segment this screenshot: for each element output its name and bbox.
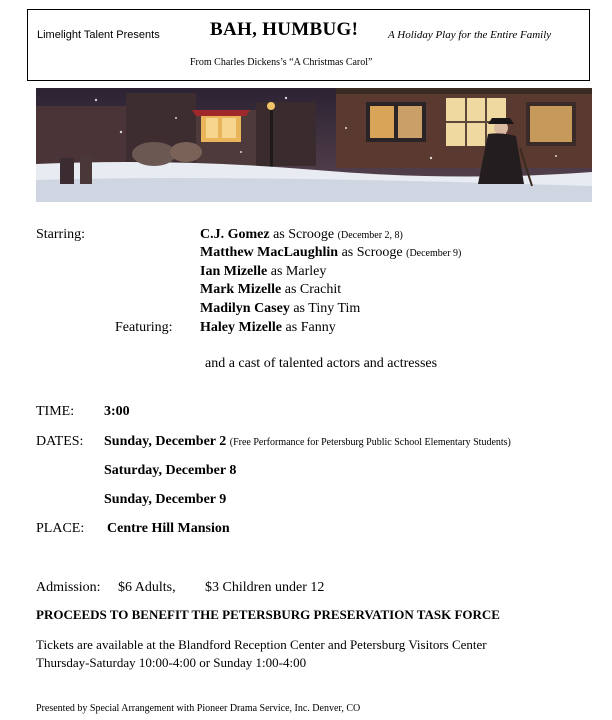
- featured-member: [200, 320, 336, 336]
- presenter-text: Limelight Talent Presents: [37, 29, 160, 41]
- cast-extra-text: and a cast of talented actors and actresses: [205, 356, 438, 371]
- date-item-3: Sunday, December 9: [104, 492, 227, 507]
- cast-note: (December 9): [406, 248, 462, 259]
- cast-member-4: [200, 282, 341, 298]
- christmas-street-illustration: [36, 88, 592, 202]
- footer-text: Presented by Special Arrangement with Pioneer Drama Service, Inc. Denver, CO: [36, 703, 361, 714]
- date-item-2: Saturday, December 8: [104, 463, 237, 478]
- cast-name: Mark Mizelle: [200, 282, 282, 297]
- cast-name: Matthew MacLaughlin: [200, 245, 339, 260]
- admission-children: $3 Children under 12: [205, 580, 325, 595]
- cast-role: as Scrooge: [273, 227, 335, 242]
- date-note: (Free Performance for Petersburg Public School Elementary Students): [229, 437, 511, 448]
- tickets-line-1: Tickets are available at the Blandford Reception Center and Petersburg Visitors Center: [36, 637, 487, 652]
- cast-role: as Fanny: [285, 320, 336, 335]
- play-title: BAH, HUMBUG!: [210, 19, 359, 40]
- cast-role: as Crachit: [284, 282, 342, 297]
- cast-name: Madilyn Casey: [200, 301, 290, 316]
- dates-label: DATES:: [36, 434, 84, 449]
- cast-member-3: [200, 264, 326, 280]
- cast-member-2: [200, 245, 461, 261]
- admission-adults: $6 Adults,: [118, 580, 176, 595]
- cast-name: Ian Mizelle: [200, 264, 268, 279]
- cast-name: Haley Mizelle: [200, 320, 283, 335]
- place-value: Centre Hill Mansion: [107, 521, 230, 536]
- header-box: [27, 9, 590, 81]
- cast-member-5: [200, 301, 360, 317]
- cast-role: as Marley: [270, 264, 327, 279]
- cast-role: as Scrooge: [341, 245, 403, 260]
- time-value: 3:00: [104, 404, 130, 419]
- featuring-label: Featuring:: [115, 320, 173, 335]
- tickets-line-2: Thursday-Saturday 10:00-4:00 or Sunday 1:00-4:00: [36, 655, 307, 670]
- starring-label: Starring:: [36, 227, 85, 242]
- admission-label: Admission:: [36, 580, 101, 595]
- date-item-1: [104, 434, 511, 450]
- place-label: PLACE:: [36, 521, 85, 536]
- cast-name: C.J. Gomez: [200, 227, 270, 242]
- cast-role: as Tiny Tim: [293, 301, 361, 316]
- street-scene-picture: [36, 88, 592, 202]
- time-label: TIME:: [36, 404, 75, 419]
- play-subtitle: A Holiday Play for the Entire Family: [388, 29, 552, 41]
- source-text: From Charles Dickens’s “A Christmas Carol”: [190, 57, 373, 68]
- proceeds-text: PROCEEDS TO BENEFIT THE PETERSBURG PRESERVATION TASK FORCE: [36, 607, 500, 622]
- cast-note: (December 2, 8): [337, 230, 403, 241]
- cast-member-1: [200, 227, 403, 243]
- date-value: Sunday, December 2: [104, 434, 227, 449]
